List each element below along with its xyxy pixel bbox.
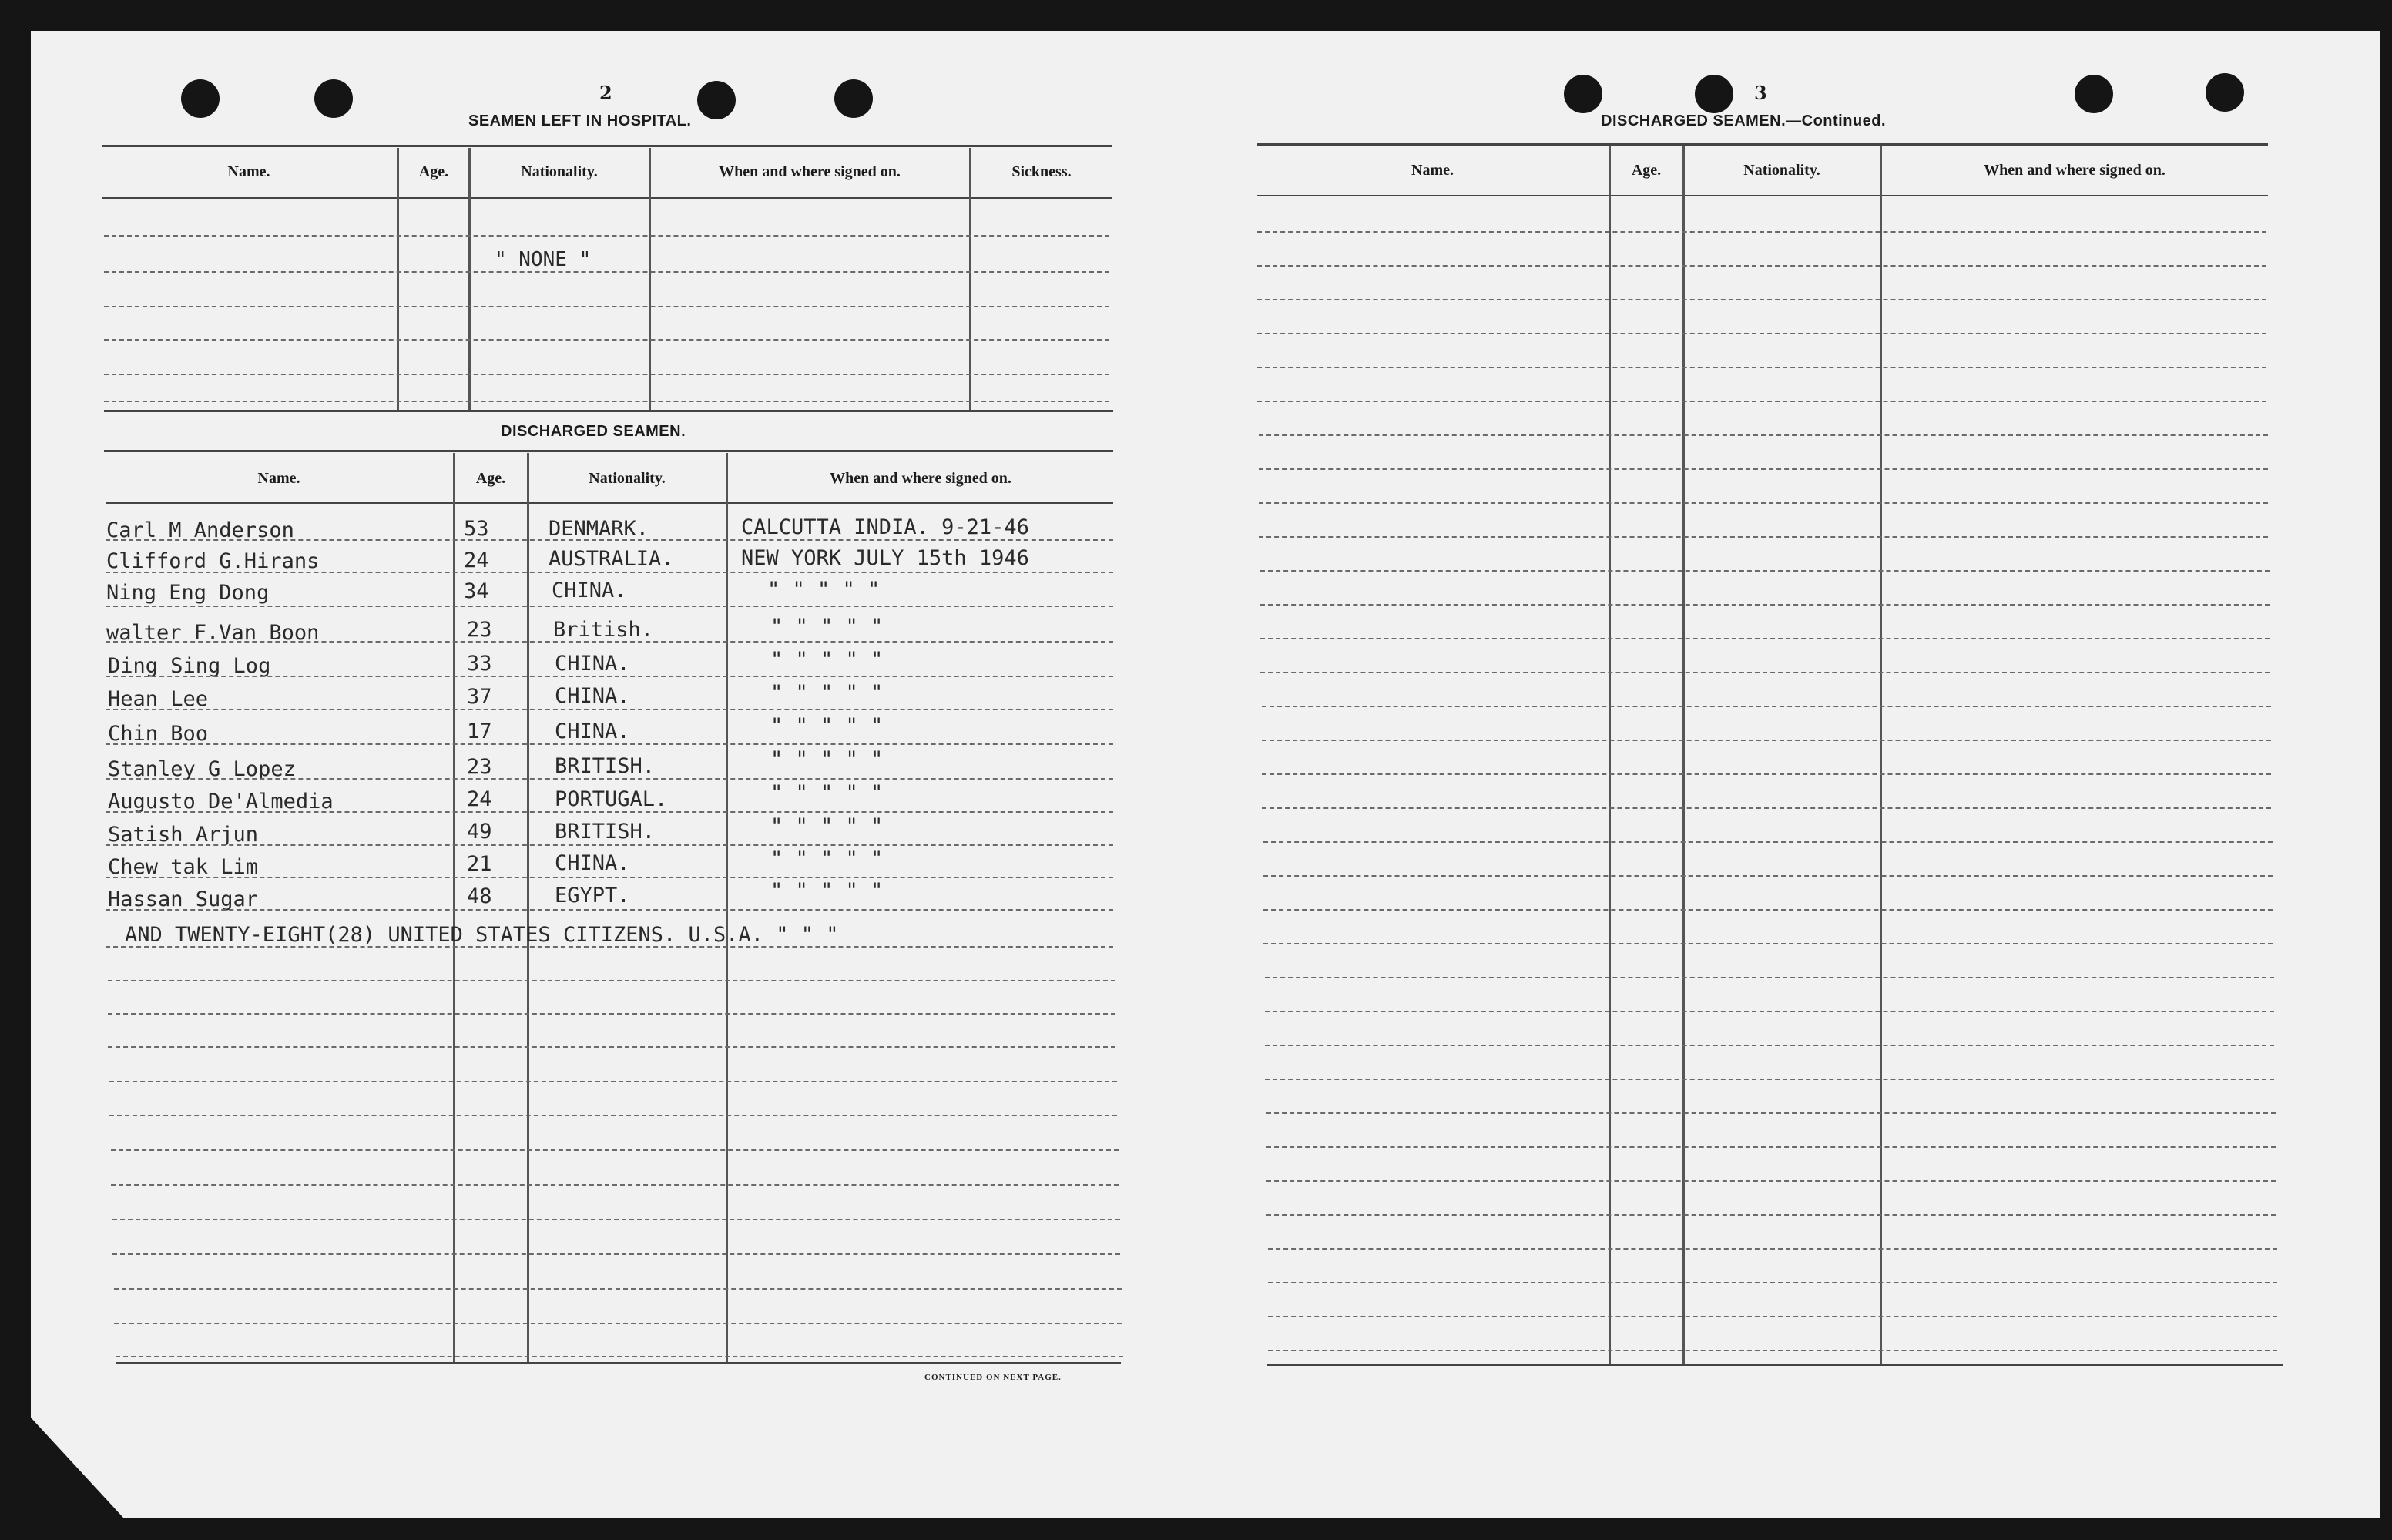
- hospital-row-line: [104, 339, 1109, 341]
- hospital-column-divider: [649, 148, 651, 410]
- punch-hole: [834, 79, 873, 118]
- right-row-line: [1262, 807, 2271, 809]
- seaman-age: 24: [467, 787, 492, 811]
- right-row-line: [1266, 1180, 2276, 1182]
- discharged-row-line: [109, 1081, 1117, 1082]
- hospital-entry-none: " NONE ": [495, 248, 592, 271]
- discharged-row-line: [106, 709, 1113, 710]
- discharged-top-rule: [104, 450, 1113, 452]
- right-top-rule: [1257, 143, 2268, 146]
- punch-hole: [314, 79, 353, 118]
- discharged-header-nationality: Nationality.: [589, 470, 666, 487]
- hospital-header-nationality: Nationality.: [521, 163, 598, 180]
- right-row-line: [1260, 604, 2270, 606]
- seaman-name: walter F.Van Boon: [106, 621, 320, 645]
- seaman-nationality: AUSTRALIA.: [549, 547, 674, 571]
- seaman-age: 37: [467, 685, 492, 709]
- right-header-name: Name.: [1411, 162, 1454, 179]
- hospital-top-rule: [102, 145, 1112, 147]
- right-header-age: Age.: [1631, 162, 1662, 179]
- right-row-line: [1257, 265, 2266, 267]
- discharged-row-line: [114, 1288, 1122, 1290]
- discharged-row-line: [106, 909, 1113, 911]
- summary-line: AND TWENTY-EIGHT(28) UNITED STATES CITIZENS. U.S.A. " " ": [125, 923, 839, 947]
- seaman-signed-on: " " " " ": [770, 814, 884, 838]
- discharged-row-line: [108, 1013, 1115, 1015]
- right-row-line: [1262, 740, 2271, 741]
- seaman-signed-on: " " " " ": [767, 578, 881, 602]
- seaman-name: Ning Eng Dong: [106, 581, 270, 605]
- hospital-header-rule: [102, 197, 1112, 199]
- discharged-row-line: [106, 606, 1113, 607]
- right-row-line: [1265, 1011, 2274, 1012]
- right-row-line: [1259, 468, 2268, 470]
- right-row-line: [1259, 536, 2268, 538]
- seaman-age: 23: [467, 618, 492, 642]
- discharged-row-line: [114, 1323, 1122, 1324]
- seaman-signed-on: " " " " ": [770, 615, 884, 639]
- discharged-column-divider: [527, 453, 529, 1362]
- right-row-line: [1263, 841, 2273, 843]
- seaman-signed-on: " " " " ": [770, 879, 884, 903]
- seaman-nationality: PORTUGAL.: [555, 787, 668, 811]
- seaman-name: Clifford G.Hirans: [106, 549, 320, 573]
- seaman-signed-on: " " " " ": [770, 747, 884, 771]
- right-header-rule: [1257, 195, 2268, 196]
- seaman-age: 21: [467, 852, 492, 876]
- discharged-row-line: [106, 811, 1113, 813]
- seaman-signed-on: " " " " ": [770, 648, 884, 672]
- right-row-line: [1259, 434, 2268, 436]
- seaman-nationality: CHINA.: [555, 684, 630, 708]
- seaman-name: Hassan Sugar: [108, 887, 259, 911]
- right-row-line: [1260, 672, 2270, 673]
- punch-hole: [1695, 75, 1733, 113]
- seaman-nationality: CHINA.: [555, 851, 630, 875]
- seaman-nationality: CHINA.: [555, 652, 630, 676]
- discharged-row-line: [106, 946, 1113, 948]
- right-header-signed-on: When and where signed on.: [1984, 162, 2166, 179]
- seaman-age: 48: [467, 884, 492, 908]
- hospital-column-divider: [468, 148, 471, 410]
- seaman-name: Chin Boo: [108, 722, 209, 746]
- seaman-name: Ding Sing Log: [108, 654, 271, 678]
- punch-hole: [2206, 73, 2244, 112]
- hospital-bottom-rule: [104, 410, 1113, 412]
- right-row-line: [1257, 367, 2266, 368]
- seaman-name: Satish Arjun: [108, 823, 259, 847]
- hospital-section-title: SEAMEN LEFT IN HOSPITAL.: [468, 112, 692, 129]
- right-row-line: [1266, 1214, 2276, 1216]
- right-row-line: [1257, 401, 2266, 402]
- right-row-line: [1263, 943, 2273, 944]
- right-row-line: [1265, 1079, 2274, 1080]
- hospital-column-divider: [969, 148, 971, 410]
- right-row-line: [1268, 1316, 2277, 1317]
- hospital-header-signed-on: When and where signed on.: [719, 163, 901, 180]
- right-bottom-rule: [1267, 1364, 2283, 1366]
- seaman-signed-on: NEW YORK JULY 15th 1946: [741, 546, 1029, 570]
- seaman-age: 24: [464, 549, 489, 572]
- seaman-nationality: BRITISH.: [555, 754, 656, 778]
- right-row-line: [1260, 570, 2270, 572]
- discharged-row-line: [106, 641, 1113, 643]
- right-row-line: [1257, 333, 2266, 334]
- seaman-age: 23: [467, 755, 492, 779]
- discharged-row-line: [106, 743, 1113, 745]
- right-row-line: [1268, 1350, 2277, 1351]
- punch-hole: [1564, 75, 1602, 113]
- seaman-age: 17: [467, 720, 492, 743]
- right-row-line: [1268, 1282, 2277, 1283]
- right-row-line: [1257, 299, 2266, 300]
- seaman-nationality: DENMARK.: [549, 517, 649, 541]
- discharged-bottom-rule: [116, 1362, 1121, 1364]
- discharged-row-line: [108, 980, 1115, 981]
- seaman-name: Augusto De'Almedia: [108, 790, 334, 814]
- seaman-signed-on: CALCUTTA INDIA. 9-21-46: [741, 515, 1029, 539]
- discharged-row-line: [112, 1253, 1120, 1255]
- discharged-row-line: [106, 778, 1113, 780]
- seaman-signed-on: " " " " ": [770, 681, 884, 705]
- seaman-age: 33: [467, 652, 492, 676]
- left-page-number: 2: [599, 82, 612, 104]
- right-header-nationality: Nationality.: [1743, 162, 1820, 179]
- hospital-row-line: [104, 271, 1109, 273]
- discharged-row-line: [106, 539, 1113, 541]
- discharged-row-line: [106, 844, 1113, 846]
- discharged-section-title: DISCHARGED SEAMEN.: [501, 423, 686, 440]
- discharged-row-line: [109, 1115, 1117, 1116]
- punch-hole: [181, 79, 220, 118]
- discharged-header-name: Name.: [257, 470, 300, 487]
- discharged-header-rule: [106, 502, 1113, 504]
- right-section-title: DISCHARGED SEAMEN.—Continued.: [1601, 112, 1887, 129]
- right-row-line: [1268, 1248, 2277, 1250]
- hospital-row-line: [104, 235, 1109, 237]
- punch-hole: [2075, 75, 2113, 113]
- discharged-row-line: [111, 1149, 1119, 1151]
- seaman-nationality: CHINA.: [552, 579, 627, 602]
- discharged-row-line: [106, 572, 1113, 573]
- seaman-age: 49: [467, 820, 492, 844]
- hospital-header-name: Name.: [227, 163, 270, 180]
- discharged-header-age: Age.: [475, 470, 506, 487]
- seaman-nationality: British.: [553, 618, 654, 642]
- hospital-row-line: [104, 374, 1109, 375]
- seaman-signed-on: " " " " ": [770, 714, 884, 738]
- punch-hole: [697, 81, 736, 119]
- discharged-row-line: [112, 1219, 1120, 1220]
- discharged-column-divider: [726, 453, 728, 1362]
- right-row-line: [1262, 773, 2271, 775]
- right-row-line: [1259, 502, 2268, 504]
- seaman-name: Chew tak Lim: [108, 855, 259, 879]
- hospital-header-sickness: Sickness.: [1011, 163, 1072, 180]
- continued-footer: CONTINUED ON NEXT PAGE.: [924, 1373, 1062, 1382]
- right-row-line: [1266, 1112, 2276, 1114]
- discharged-row-line: [106, 877, 1113, 878]
- seaman-name: Stanley G Lopez: [108, 757, 296, 781]
- hospital-header-age: Age.: [418, 163, 449, 180]
- right-row-line: [1257, 231, 2266, 233]
- seaman-name: Hean Lee: [108, 687, 209, 711]
- hospital-row-line: [104, 306, 1109, 307]
- seaman-nationality: EGYPT.: [555, 884, 630, 908]
- seaman-age: 53: [464, 517, 489, 541]
- seaman-name: Carl M Anderson: [106, 518, 294, 542]
- right-row-line: [1263, 909, 2273, 911]
- seaman-nationality: BRITISH.: [555, 820, 656, 844]
- right-row-line: [1262, 706, 2271, 707]
- discharged-row-line: [108, 1046, 1115, 1048]
- discharged-row-line: [106, 676, 1113, 677]
- seaman-signed-on: " " " " ": [770, 847, 884, 871]
- hospital-row-line: [104, 401, 1109, 402]
- right-page-number: 3: [1754, 82, 1767, 104]
- discharged-row-line: [116, 1356, 1123, 1357]
- seaman-age: 34: [464, 579, 489, 603]
- right-row-line: [1260, 638, 2270, 639]
- seaman-signed-on: " " " " ": [770, 781, 884, 805]
- right-row-line: [1263, 875, 2273, 877]
- right-row-line: [1265, 1045, 2274, 1046]
- seaman-nationality: CHINA.: [555, 720, 630, 743]
- discharged-row-line: [111, 1184, 1119, 1186]
- discharged-column-divider: [453, 453, 455, 1362]
- right-row-line: [1266, 1146, 2276, 1148]
- right-row-line: [1265, 977, 2274, 978]
- discharged-header-signed-on: When and where signed on.: [830, 470, 1011, 487]
- hospital-column-divider: [397, 148, 399, 410]
